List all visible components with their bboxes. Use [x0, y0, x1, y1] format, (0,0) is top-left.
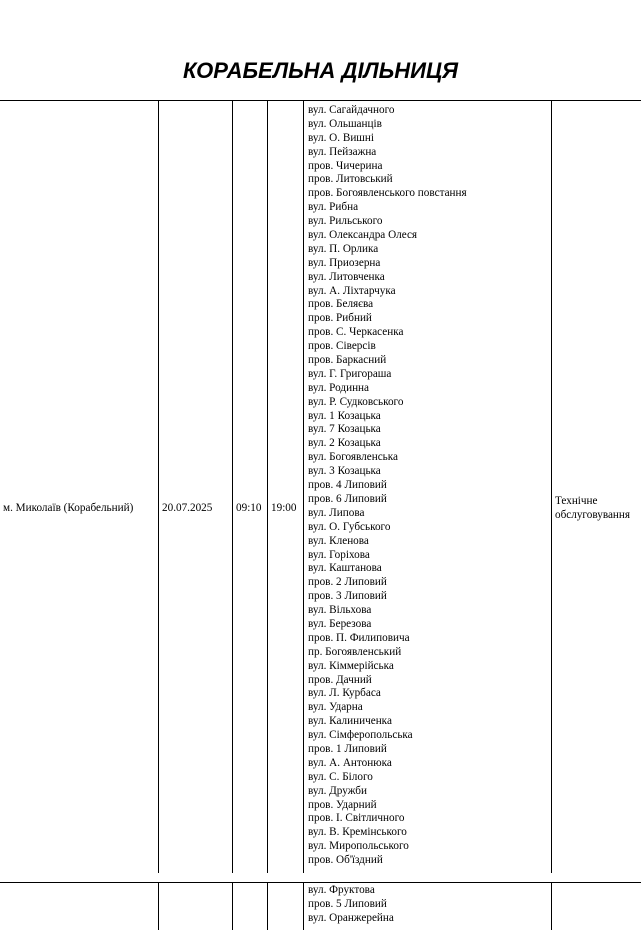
street-item: пров. Сіверсів [308, 340, 376, 353]
street-item: вул. 7 Козацька [308, 423, 381, 436]
streets-list [308, 104, 467, 868]
street-item: вул. А. Антонюка [308, 756, 392, 769]
locality-cell: м. Миколаїв (Корабельний) [3, 502, 134, 514]
street-item: пров. П. Филиповича [308, 631, 410, 644]
col-divider-1 [158, 100, 159, 873]
street-item: вул. Каштанова [308, 562, 382, 575]
street-item: пров. 2 Липовий [308, 576, 387, 589]
street-item: вул. Рильського [308, 215, 383, 228]
street-item: вул. Г. Григораша [308, 367, 392, 380]
street-item: пров. 1 Липовий [308, 742, 387, 755]
street-item: вул. О. Губського [308, 520, 391, 533]
street-item: вул. Сагайдачного [308, 104, 395, 116]
page-title: КОРАБЕЛЬНА ДІЛЬНИЦЯ [182, 58, 459, 83]
street-item: вул. Фруктова [308, 884, 375, 896]
street-item: вул. Литовченка [308, 270, 385, 283]
street-item: пров. Ударний [308, 798, 377, 811]
street-item: вул. 1 Козацька [308, 409, 381, 422]
end-time-cell: 19:00 [271, 502, 297, 514]
street-item: вул. Пейзажна [308, 145, 377, 158]
street-item: пров. 3 Липовий [308, 590, 387, 603]
street-item: вул. Вільхова [308, 604, 372, 617]
col-divider-3-cont [267, 882, 268, 930]
street-item: пров. Рибний [308, 312, 372, 325]
col-divider-3 [267, 100, 268, 873]
street-item: вул. Оранжерейна [308, 912, 394, 924]
reason-cell-line1: Технічне [555, 495, 598, 507]
street-item: вул. Ударна [308, 701, 363, 714]
street-item: вул. Р. Судковського [308, 395, 404, 408]
street-item: вул. А. Ліхтарчука [308, 284, 396, 297]
table-top-border [0, 100, 641, 101]
street-item: пров. Об'їздний [308, 854, 383, 867]
street-item: пров. 5 Липовий [308, 898, 387, 910]
col-divider-2 [232, 100, 233, 873]
street-item: пров. 4 Липовий [308, 479, 387, 492]
street-item: вул. Л. Курбаса [308, 687, 381, 700]
street-item: вул. О. Вишні [308, 131, 375, 144]
street-item: пров. Беляєва [308, 298, 374, 311]
street-item: вул. Ольшанців [308, 117, 382, 130]
start-time-cell: 09:10 [236, 502, 262, 514]
street-item: вул. Сімферопольська [308, 729, 413, 742]
street-item: вул. Богоявленська [308, 451, 399, 464]
reason-cell-line2: обслуговування [555, 509, 631, 521]
street-item: вул. Кленова [308, 534, 369, 547]
street-item: пров. Дачний [308, 673, 372, 686]
street-item: вул. 2 Козацька [308, 437, 381, 450]
street-item: вул. Липова [308, 506, 365, 519]
street-item: вул. Кіммерійська [308, 659, 394, 672]
street-item: вул. Приозерна [308, 256, 381, 269]
street-item: вул. Рибна [308, 201, 359, 214]
street-item: вул. Горіхова [308, 548, 370, 561]
street-item: вул. Дружби [308, 784, 367, 797]
col-divider-1-cont [158, 882, 159, 930]
street-item: вул. С. Білого [308, 770, 373, 783]
col-divider-5 [551, 100, 552, 873]
street-item: пров. С. Черкасенка [308, 326, 404, 339]
street-item: вул. Березова [308, 617, 372, 630]
street-item: пров. Богоявленського повстання [308, 187, 467, 200]
street-item: вул. П. Орлика [308, 242, 379, 255]
street-item: пр. Богоявленський [308, 645, 402, 658]
date-cell: 20.07.2025 [162, 502, 213, 514]
streets-list-continued [308, 883, 394, 925]
col-divider-2-cont [232, 882, 233, 930]
street-item: вул. Олександра Олеся [308, 229, 418, 242]
street-item: пров. Баркасний [308, 354, 387, 367]
street-item: вул. 3 Козацька [308, 465, 381, 478]
street-item: вул. Миропольського [308, 840, 409, 853]
street-item: вул. Родинна [308, 381, 370, 394]
street-item: вул. Калиниченка [308, 715, 392, 728]
col-divider-5-cont [551, 882, 552, 930]
street-item: пров. Чичерина [308, 159, 383, 172]
col-divider-4 [303, 100, 304, 873]
street-item: пров. І. Світличного [308, 812, 405, 825]
col-divider-4-cont [303, 882, 304, 930]
street-item: пров. 6 Липовий [308, 492, 387, 505]
street-item: вул. В. Кремінського [308, 826, 407, 839]
street-item: пров. Литовський [308, 173, 393, 186]
